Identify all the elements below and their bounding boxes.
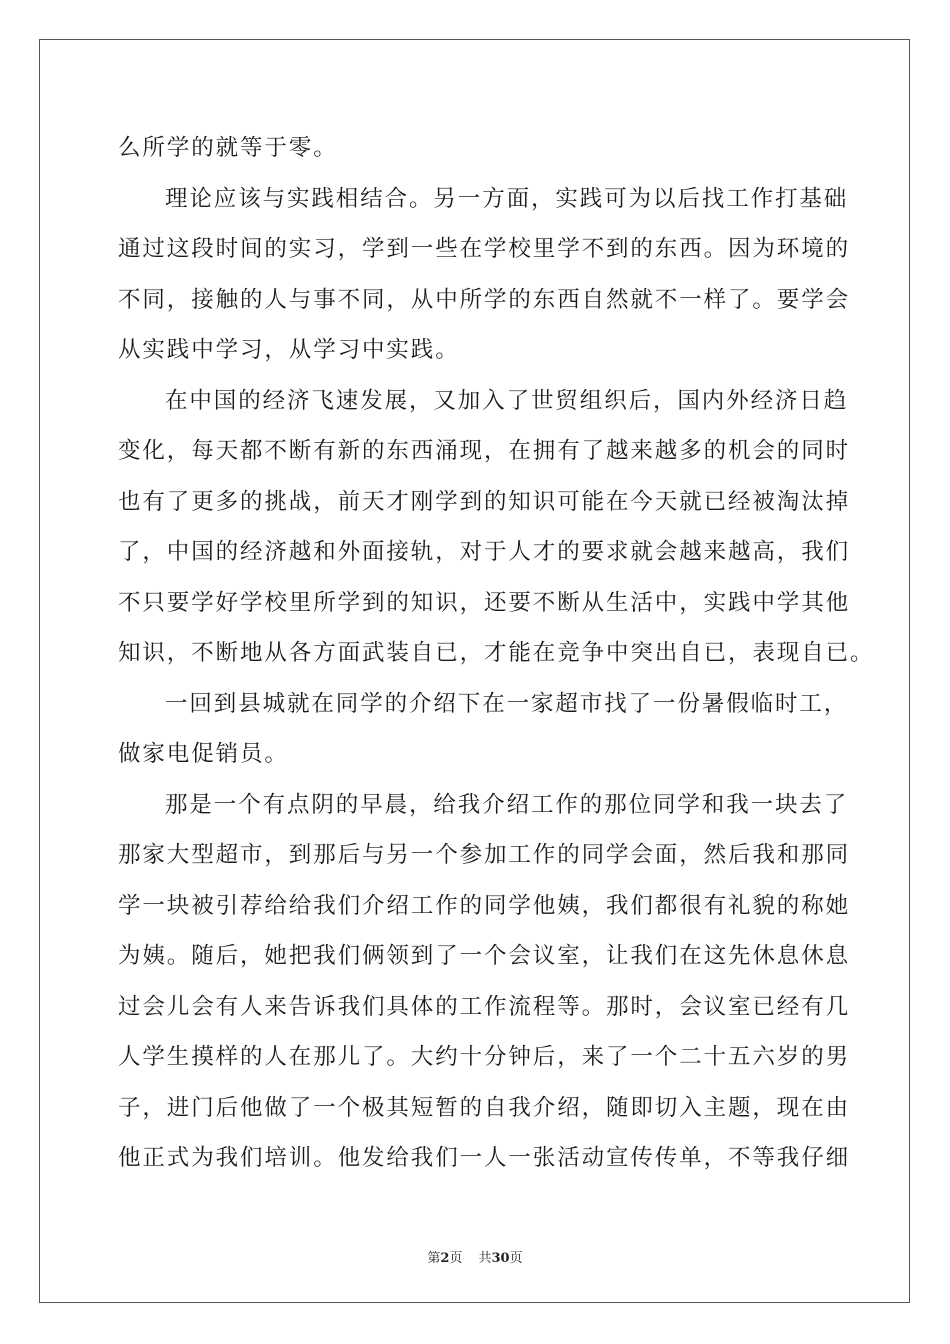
text-line: 不只要学好学校里所学到的知识，还要不断从生活中，实践中学其他 — [118, 589, 851, 616]
text-line: 也有了更多的挑战，前天才刚学到的知识可能在今天就已经被淘汰掉 — [118, 488, 851, 515]
document-body — [118, 123, 875, 1184]
total-label-suffix: 页 — [509, 1251, 523, 1266]
text-line: 为姨。随后，她把我们俩领到了一个会议室，让我们在这先休息休息 — [118, 943, 851, 969]
text-line: 他正式为我们培训。他发给我们一人一张活动宣传传单，不等我仔细 — [118, 1145, 851, 1171]
text-line: 在中国的经济飞速发展，又加入了世贸组织后，国内外经济日趋 — [165, 387, 849, 414]
text-line: 从实践中学习，从学习中实践。 — [118, 337, 460, 363]
text-line: 子，进门后他做了一个极其短暂的自我介绍，随即切入主题，现在由 — [118, 1094, 851, 1121]
text-line: 么所学的就等于零。 — [118, 135, 338, 161]
text-line: 通过这段时间的实习，学到一些在学校里学不到的东西。因为环境的 — [118, 236, 851, 262]
text-line: 变化，每天都不断有新的东西涌现，在拥有了越来越多的机会的同时 — [118, 438, 851, 464]
page-label-suffix: 页 — [449, 1251, 463, 1266]
page-footer — [0, 1247, 950, 1266]
text-line: 一回到县城就在同学的介绍下在一家超市找了一份暑假临时工， — [165, 690, 849, 717]
page-label-prefix: 第 — [427, 1251, 441, 1266]
text-line: 理论应该与实践相结合。另一方面，实践可为以后找工作打基础 — [165, 185, 849, 212]
text-line: 了，中国的经济越和外面接轨，对于人才的要求就会越来越高，我们 — [118, 539, 851, 565]
text-line: 过会儿会有人来告诉我们具体的工作流程等。那时，会议室已经有几 — [118, 993, 851, 1020]
total-label-prefix: 共 — [478, 1251, 492, 1266]
text-line: 人学生摸样的人在那儿了。大约十分钟后，来了一个二十五六岁的男 — [118, 1044, 851, 1070]
text-line: 学一块被引荐给给我们介绍工作的同学他姨，我们都很有礼貌的称她 — [118, 892, 851, 919]
text-line: 知识，不断地从各方面武装自已，才能在竞争中突出自已，表现自已。 — [118, 640, 875, 666]
total-page-count: 30 — [491, 1251, 510, 1266]
text-line: 做家电促销员。 — [118, 741, 289, 767]
text-line: 那家大型超市，到那后与另一个参加工作的同学会面，然后我和那同 — [118, 842, 851, 868]
text-line: 那是一个有点阴的早晨，给我介绍工作的那位同学和我一块去了 — [165, 791, 849, 818]
current-page-number: 2 — [440, 1251, 450, 1266]
text-line: 不同，接触的人与事不同，从中所学的东西自然就不一样了。要学会 — [118, 286, 851, 313]
